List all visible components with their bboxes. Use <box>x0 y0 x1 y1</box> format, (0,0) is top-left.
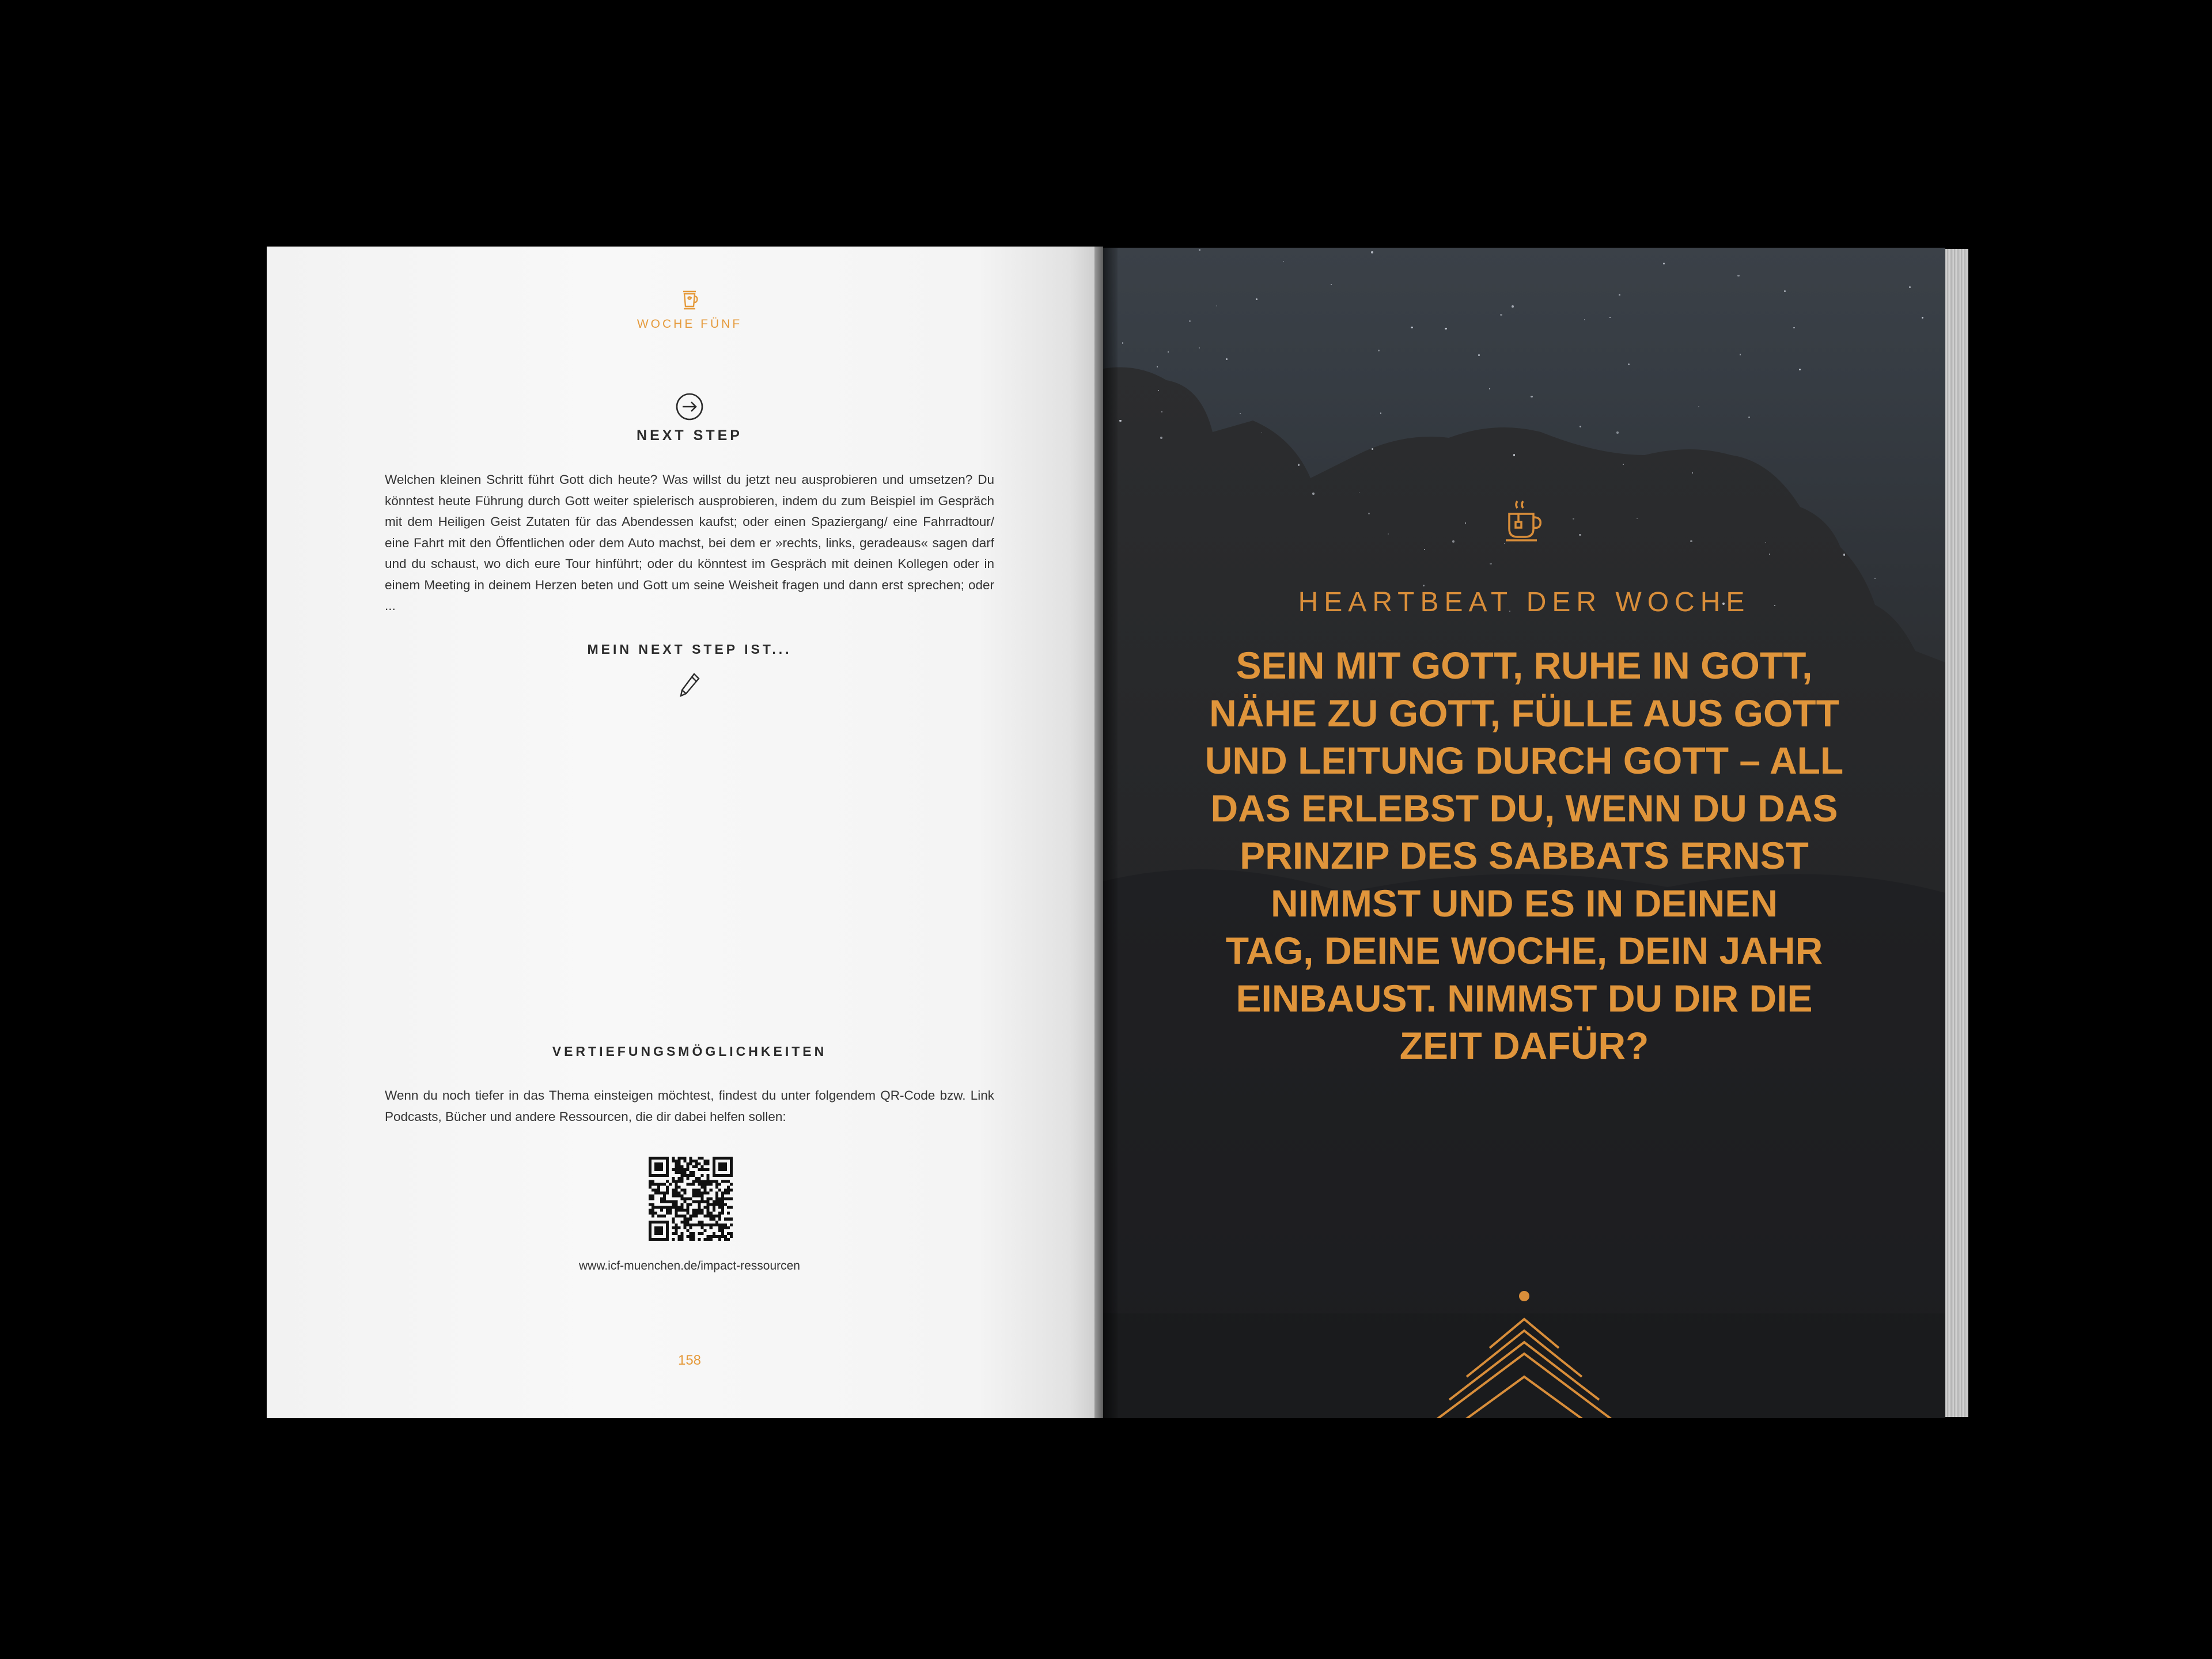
star <box>1531 396 1532 397</box>
star <box>1748 416 1750 418</box>
star <box>1256 298 1257 300</box>
star <box>1584 319 1585 320</box>
deepening-text: Wenn du noch tiefer in das Thema einsteigen möchtest, findest du unter folgendem QR-Code bzw. Link Podcasts, Bücher und andere Ressourcen, die dir dabei helfen sollen: <box>385 1088 994 1124</box>
star <box>1199 249 1201 251</box>
star <box>1262 432 1263 433</box>
star <box>1490 563 1492 565</box>
star <box>1513 454 1516 456</box>
quote-line: ZEIT DAFÜR? <box>1399 1024 1649 1067</box>
star <box>1698 406 1699 407</box>
quote-line: TAG, DEINE WOCHE, DEIN JAHR <box>1225 929 1823 972</box>
arrow-right-circle-icon <box>385 392 994 424</box>
next-step-text: Welchen kleinen Schritt führt Gott dich heute? Was willst du jetzt neu ausprobieren und umsetzen? Du könntest heute Führung durch Gott weiter spielerisch ausprobieren, indem du zum Beispiel im Gespräch mit dem Heiligen Geist Zutaten für das Abendessen kaufst; oder einen Spaziergang/ eine Fahrradtour/ eine Fahrt mit den Öffentlichen oder dem Auto machst, bei dem er »rechts, links, geradeaus« sagen darf und du schaust, wo dich eure Tour hinführt; oder du könntest im Gespräch mit deinen Kollegen oder in einem Meeting in deinem Herzen beten und Gott um seine Weisheit fragen und dann erst sprechen; oder ... <box>385 472 994 613</box>
left-page <box>267 247 1103 1418</box>
star <box>1740 354 1741 355</box>
star <box>1616 431 1619 434</box>
quote-line: PRINZIP DES SABBATS ERNST <box>1240 834 1809 877</box>
my-next-step-title: MEIN NEXT STEP IST... <box>587 642 792 657</box>
star <box>1874 578 1876 579</box>
quote-line: NIMMST UND ES IN DEINEN <box>1270 881 1778 925</box>
left-page-content <box>385 247 994 1418</box>
week-label: WOCHE FÜNF <box>637 317 743 331</box>
tea-cup-icon <box>1103 499 1945 547</box>
star <box>1380 412 1382 414</box>
quote-line: UND LEITUNG DURCH GOTT – ALL <box>1205 739 1844 782</box>
qr-code[interactable] <box>649 1157 733 1241</box>
page-edge <box>1945 249 1968 1417</box>
star <box>1119 420 1121 422</box>
pencil-icon <box>385 672 994 701</box>
quote-line: EINBAUST. NIMMST DU DIR DIE <box>1236 976 1813 1020</box>
star <box>1312 493 1315 495</box>
star <box>1793 327 1794 328</box>
star <box>1122 342 1123 343</box>
heartbeat-heading: HEARTBEAT DER WOCHE <box>1298 587 1751 618</box>
right-page <box>1103 248 1945 1418</box>
star <box>1799 369 1800 370</box>
page-number: 158 <box>677 1353 702 1368</box>
star <box>1331 284 1332 285</box>
star <box>1226 358 1228 360</box>
quote-line: DAS ERLEBST DU, WENN DU DAS <box>1210 786 1838 830</box>
star <box>1619 294 1620 296</box>
star <box>1189 320 1191 322</box>
heartbeat-quote <box>1190 642 1859 1070</box>
star <box>1161 411 1162 412</box>
star <box>1737 275 1739 276</box>
star <box>1411 327 1413 329</box>
star <box>1371 251 1373 253</box>
chevron-logo-icon <box>1409 1285 1639 1418</box>
quote-line: NÄHE ZU GOTT, FÜLLE AUS GOTT <box>1209 691 1839 734</box>
star <box>1445 328 1447 330</box>
coffee-cup-icon <box>385 288 994 314</box>
deepening-title: VERTIEFUNGSMÖGLICHKEITEN <box>552 1044 827 1059</box>
next-step-title: NEXT STEP <box>637 427 743 444</box>
resource-link[interactable]: www.icf-muenchen.de/impact-ressourcen <box>579 1259 800 1272</box>
book-spine <box>1094 247 1118 1418</box>
quote-line: SEIN MIT GOTT, RUHE IN GOTT, <box>1236 644 1813 687</box>
